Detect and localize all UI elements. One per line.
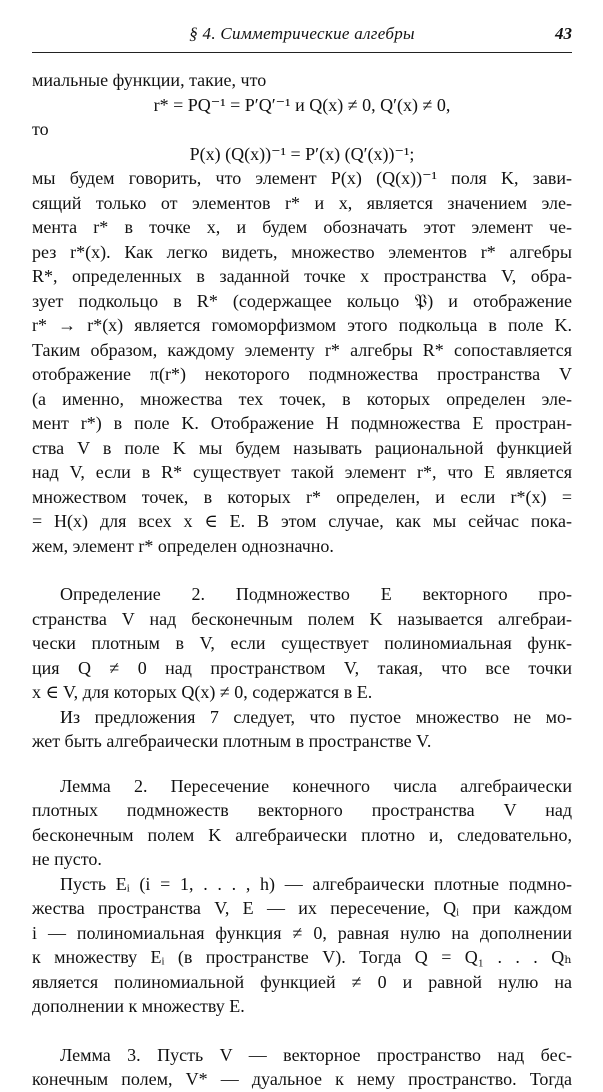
text-line: зует подкольцо в R* (содержащее кольцо 𝔓) и отображение: [32, 290, 572, 311]
text-line: жем, элемент r* определен однозначно.: [32, 535, 334, 556]
text-line: мента r* в точке x, и будем обозначать этот элемент че-: [32, 217, 572, 237]
text-line: Таким образом, каждому элементу r* алгебры R* сопоставляется: [32, 339, 572, 360]
text-line: дополнении к множеству E.: [32, 996, 245, 1016]
paragraph-3: [32, 774, 572, 1019]
text-line: сящий только от элементов r* и x, является значением эле-: [32, 192, 572, 213]
text-line: Лемма 3. Пусть V — векторное пространство над бес-: [60, 1044, 572, 1065]
text-line: мент r*) в поле K. Отображение H подмножества E простран-: [32, 413, 572, 433]
text-line: бесконечным полем K алгебраически плотно и, следовательно,: [32, 824, 572, 845]
text-line: r* → r*(x) является гомоморфизмом этого подкольца в поле K.: [32, 315, 572, 335]
text-line: Лемма 2. Пересечение конечного числа алгебраически: [60, 775, 572, 796]
text-line: плотных подмножеств векторного пространства V над: [32, 800, 572, 820]
text-line: Определение 2. Подмножество E векторного про-: [60, 584, 572, 604]
text-line: x ∈ V, для которых Q(x) ≠ 0, содержатся в E.: [32, 682, 373, 702]
text-line: ства V в поле K мы будем называть рациональной функцией: [32, 437, 572, 458]
header-rule: [32, 52, 572, 53]
text-body: [32, 68, 572, 1092]
text-line: странства V над бесконечным полем K называется алгебраи-: [32, 608, 572, 629]
text-line: Пусть Eᵢ (i = 1, . . . , h) — алгебраически плотные подмно-: [60, 873, 572, 894]
text-line: к множеству Eᵢ (в пространстве V). Тогда Q = Q₁ . . . Qₕ: [32, 947, 572, 967]
text-line: является полиномиальной функцией ≠ 0 и равной нулю на: [32, 971, 572, 992]
paragraph-1: [32, 68, 572, 558]
paragraph-gap: [32, 754, 572, 774]
text-line: чески плотным в V, если существует полиномиальная функ-: [32, 633, 572, 653]
text-line: отображение π(r*) некоторого подмножества пространства V: [32, 364, 572, 384]
section-title: § 4. Симметрические алгебры: [189, 24, 415, 43]
text-line: жества пространства V, E — их пересечение, Qᵢ при каждом: [32, 898, 572, 918]
paragraph-gap: [32, 1019, 572, 1043]
text-line: миальные функции, такие, что: [32, 70, 267, 90]
text-line: ция Q ≠ 0 над пространством V, такая, что все точки: [32, 657, 572, 678]
text-line: r* = PQ⁻¹ = P′Q′⁻¹ и Q(x) ≠ 0, Q′(x) ≠ 0,: [153, 94, 451, 115]
text-line: конечным полем, V* — дуальное к нему пространство. Тогда: [32, 1069, 572, 1089]
text-line: множеством точек, в которых r* определен, и если r*(x) =: [32, 486, 572, 507]
text-line: над V, если в R* существует такой элемент r*, что E является: [32, 462, 572, 482]
page-number: 43: [555, 24, 572, 43]
text-line: не пусто.: [32, 849, 102, 869]
text-line: = H(x) для всех x ∈ E. В этом случае, как мы сейчас пока-: [32, 511, 572, 531]
text-line: R*, определенных в заданной точке x пространства V, обра-: [32, 266, 572, 286]
running-header: [32, 24, 572, 50]
text-line: мы будем говорить, что элемент P(x) (Q(x))⁻¹ поля K, зави-: [32, 168, 572, 188]
text-line: то: [32, 119, 49, 139]
text-line: i — полиномиальная функция ≠ 0, равная нулю на дополнении: [32, 922, 572, 943]
text-line: рез r*(x). Как легко видеть, множество элементов r* алгебры: [32, 241, 572, 262]
text-line: (а именно, множества тех точек, в которых определен эле-: [32, 388, 572, 409]
paragraph-2: [32, 582, 572, 754]
paragraph-4: [32, 1043, 572, 1092]
text-line: жет быть алгебраически плотным в пространстве V.: [32, 731, 432, 751]
text-line: Из предложения 7 следует, что пустое множество не мо-: [60, 706, 572, 727]
paragraph-gap: [32, 558, 572, 582]
text-line: P(x) (Q(x))⁻¹ = P′(x) (Q′(x))⁻¹;: [189, 143, 415, 164]
